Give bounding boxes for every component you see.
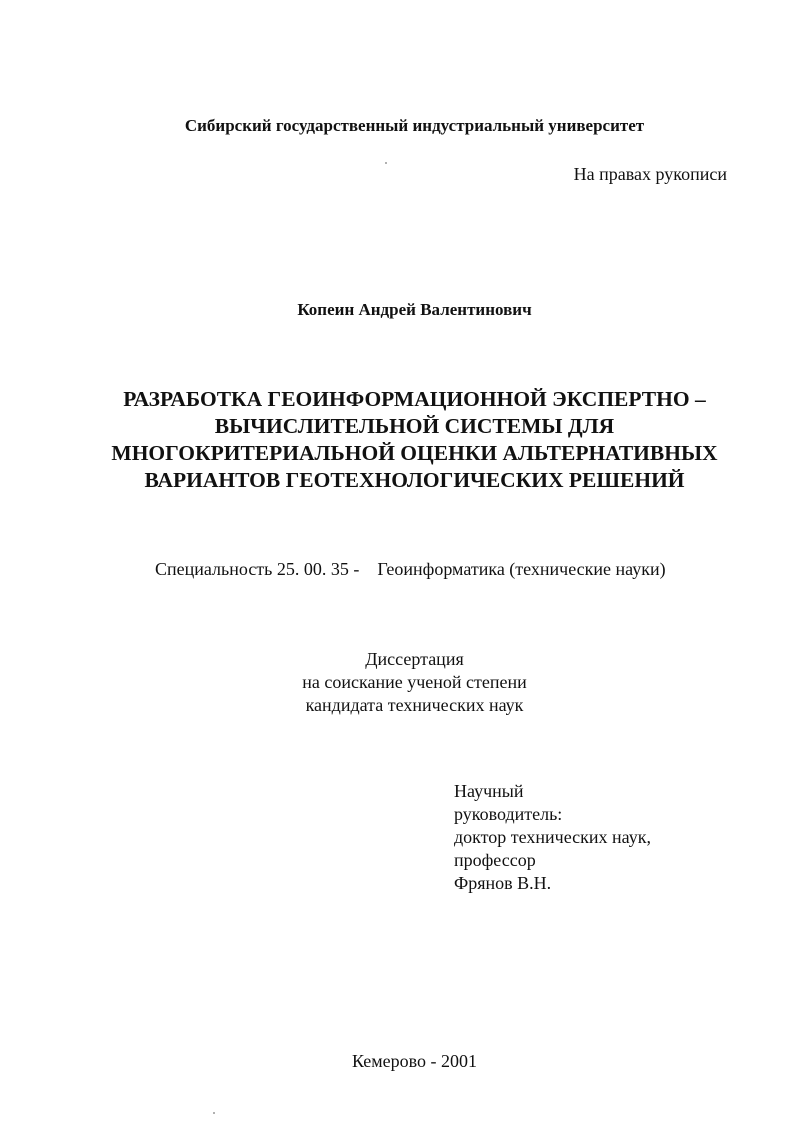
degree-statement (18, 648, 793, 717)
scan-speck (385, 162, 387, 164)
manuscript-rights-note: На правах рукописи (573, 164, 727, 184)
title-line: РАЗРАБОТКА ГЕОИНФОРМАЦИОННОЙ ЭКСПЕРТНО – (123, 387, 706, 411)
specialty-line (155, 559, 666, 580)
degree-line: Диссертация (365, 649, 464, 669)
title-line: МНОГОКРИТЕРИАЛЬНОЙ ОЦЕНКИ АЛЬТЕРНАТИВНЫХ (111, 441, 718, 465)
university-name: Сибирский государственный индустриальный университет (184, 116, 645, 135)
advisor-line: Фрянов В.Н. (454, 873, 552, 893)
specialty-field: Геоинформатика (технические науки) (377, 559, 666, 579)
advisor-line: руководитель: (454, 804, 563, 824)
author-name: Копеин Андрей Валентинович (297, 300, 532, 319)
scan-speck (213, 1112, 215, 1114)
degree-line: на соискание ученой степени (302, 672, 527, 692)
advisor-line: Научный (454, 781, 524, 801)
dissertation-title (18, 386, 793, 494)
advisor-line: профессор (454, 850, 536, 870)
scientific-advisor (454, 780, 651, 895)
degree-line: кандидата технических наук (305, 695, 524, 715)
title-line: ВЫЧИСЛИТЕЛЬНОЙ СИСТЕМЫ ДЛЯ (214, 414, 615, 438)
specialty-code: Специальность 25. 00. 35 - (155, 559, 360, 579)
advisor-line: доктор технических наук, (454, 827, 651, 847)
city-and-year: Кемерово - 2001 (351, 1051, 478, 1071)
title-line: ВАРИАНТОВ ГЕОТЕХНОЛОГИЧЕСКИХ РЕШЕНИЙ (144, 468, 685, 492)
